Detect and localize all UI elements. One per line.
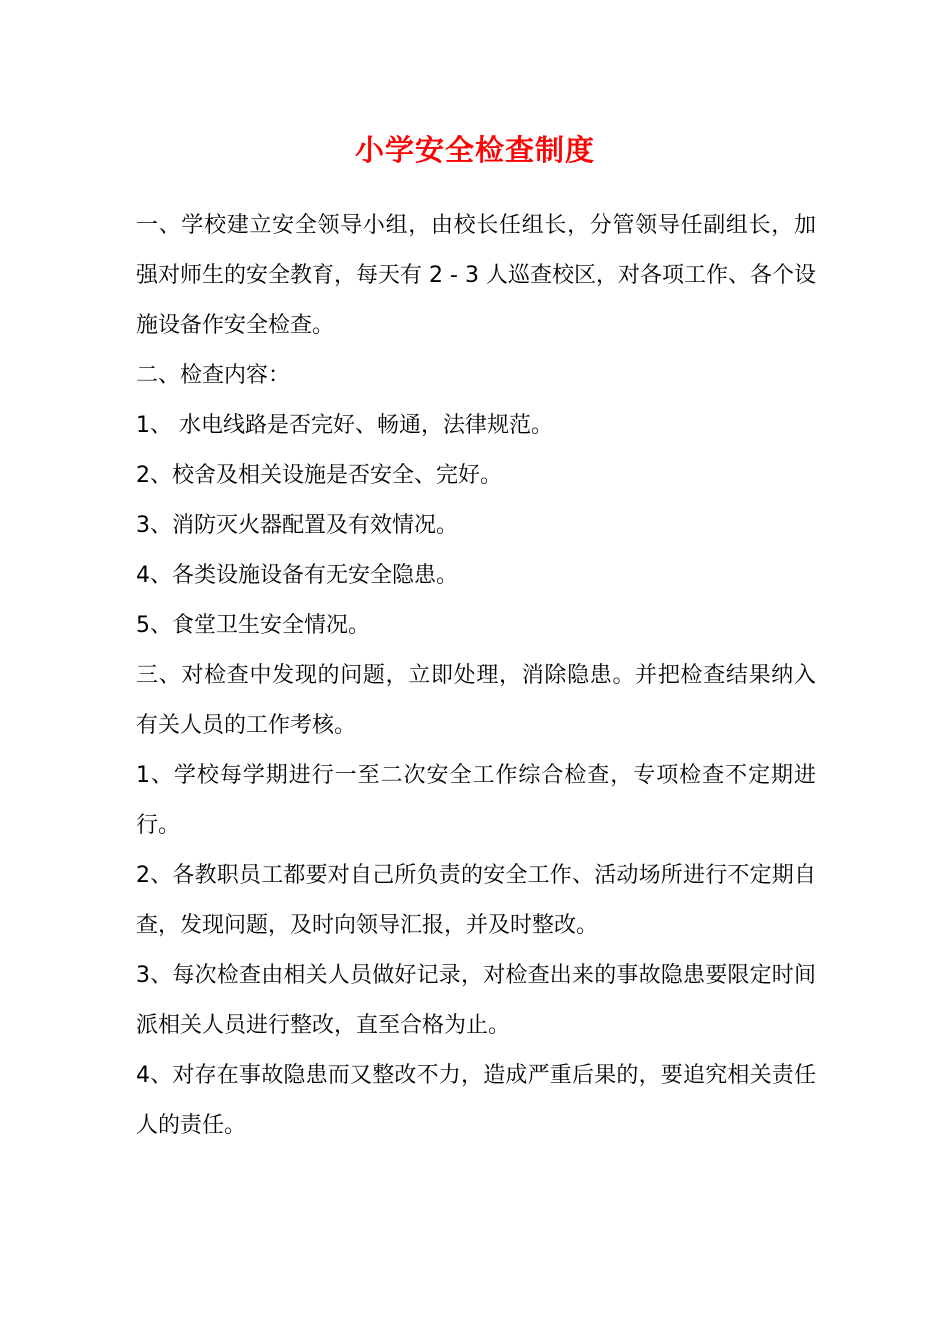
paragraph-rule-4: 4、对存在事故隐患而又整改不力，造成严重后果的，要追究相关责任人的责任。 bbox=[136, 1063, 816, 1138]
paragraph-rule-2: 2、各教职员工都要对自己所负责的安全工作、活动场所进行不定期自查，发现问题，及时向领导汇报，并及时整改。 bbox=[136, 863, 816, 938]
paragraph-item-1: 1、 水电线路是否完好、畅通，法律规范。 bbox=[136, 413, 553, 438]
paragraph-section-1: 一、学校建立安全领导小组，由校长任组长，分管领导任副组长，加强对师生的安全教育，每天有 2 - 3 人巡查校区，对各项工作、各个设施设备作安全检查。 bbox=[136, 213, 816, 338]
paragraph-item-5: 5、食堂卫生安全情况。 bbox=[136, 613, 370, 638]
paragraph-item-2: 2、校舍及相关设施是否安全、完好。 bbox=[136, 463, 502, 488]
paragraph-section-2-heading: 二、检查内容： bbox=[136, 363, 291, 388]
paragraph-section-3: 三、对检查中发现的问题，立即处理，消除隐患。并把检查结果纳入有关人员的工作考核。 bbox=[136, 663, 816, 738]
paragraph-rule-1: 1、学校每学期进行一至二次安全工作综合检查，专项检查不定期进行。 bbox=[136, 763, 816, 838]
paragraph-item-3: 3、消防灭火器配置及有效情况。 bbox=[136, 513, 458, 538]
paragraph-rule-3: 3、每次检查由相关人员做好记录，对检查出来的事故隐患要限定时间派相关人员进行整改，直至合格为止。 bbox=[136, 963, 816, 1038]
document-title: 小学安全检查制度 bbox=[354, 133, 595, 167]
document-body bbox=[136, 201, 816, 1151]
paragraph-item-4: 4、各类设施设备有无安全隐患。 bbox=[136, 563, 458, 588]
